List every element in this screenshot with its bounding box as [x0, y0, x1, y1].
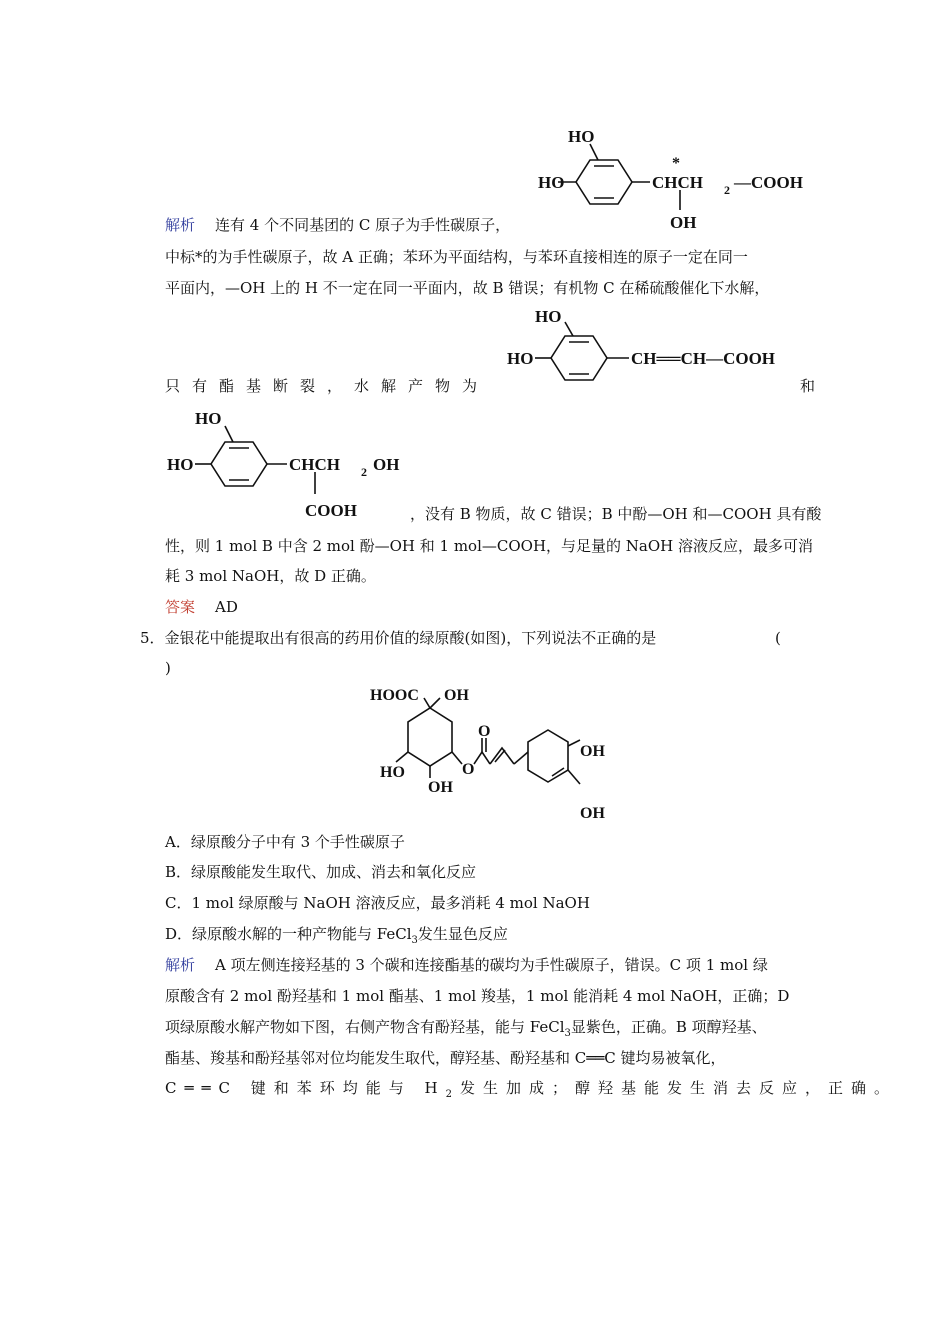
analysis-2-line4: 酯基、羧基和酚羟基邻对位均能发生取代，醇羟基、酚羟基和 C══C 键均易被氧化， [165, 1049, 726, 1067]
question-5-stem: 5．金银花中能提取出有很高的药用价值的绿原酸(如图)，下列说法不正确的是 [140, 629, 657, 647]
analysis-2-line5a: C══C 键和苯环均能与 H [165, 1079, 446, 1097]
mol1-chain: CHCH [652, 173, 703, 192]
mol3-tail: OH [373, 455, 400, 474]
analysis-2-line1: A 项左侧连接羟基的 3 个碳和连接酯基的碳均为手性碳原子，错误。C 项 1 mol 绿 [215, 956, 768, 974]
analysis-2-line3b: 显紫色，正确。B 项醇羟基、 [570, 1018, 767, 1036]
mol1-ho-top: HO [568, 127, 595, 146]
mol3-chain: CHCH [289, 455, 340, 474]
mol1-oh: OH [670, 213, 697, 232]
mol1-ho-left: HO [538, 173, 565, 192]
mol1-sub2: 2 [724, 183, 730, 197]
analysis-1-line4: 只有酯基断裂，水解产物为 [165, 377, 490, 395]
analysis-1-line6: 性，则 1 mol B 中含 2 mol 酚—OH 和 1 mol—COOH，与足量的 NaOH 溶液反应，最多可消 [165, 537, 814, 555]
mol4-oh-top: OH [444, 687, 469, 704]
analysis-2-line5-sub: 2 [445, 1089, 461, 1100]
mol3-ho-left: HO [167, 455, 194, 474]
analysis-1-line1: 连有 4 个不同基团的 C 原子为手性碳原子， [215, 216, 511, 234]
option-d-sub: 3 [411, 935, 418, 946]
mol4-o-ester: O [462, 761, 475, 778]
cyclohexane-ring [408, 708, 452, 766]
analysis-1-line4-and: 和 [800, 377, 816, 395]
mol2-ho-left: HO [507, 349, 534, 368]
molecule-2-structure [505, 306, 805, 386]
molecule-3-structure [165, 404, 425, 524]
option-d-text: D．绿原酸水解的一种产物能与 FeCl [165, 925, 412, 943]
mol4-oh-bottom: OH [428, 779, 453, 796]
mol4-ho-left: HO [380, 764, 405, 781]
option-d-tail: 发生显色反应 [417, 925, 508, 943]
benzene-ring-2 [528, 730, 568, 782]
question-5-paren-close: ) [165, 659, 171, 677]
analysis-label-2: 解析 [165, 956, 196, 974]
mol3-sub2: 2 [361, 465, 367, 479]
answer-label: 答案 [165, 598, 196, 616]
mol3-ho-top: HO [195, 409, 222, 428]
analysis-1-line5: ，没有 B 物质，故 C 错误；B 中酚—OH 和—COOH 具有酸 [410, 505, 822, 523]
option-d [165, 924, 508, 951]
mol1-star: * [672, 155, 680, 172]
analysis-2-line5b: 发生加成；醇羟基能发生消去反应，正确。 [460, 1079, 898, 1097]
option-b: B．绿原酸能发生取代、加成、消去和氧化反应 [165, 863, 477, 881]
mol2-ho-top: HO [535, 307, 562, 326]
analysis-2-line2: 原酸含有 2 mol 酚羟基和 1 mol 酯基、1 mol 羧基，1 mol 能消耗 4 mol NaOH，正确；D [165, 987, 790, 1005]
question-5-paren-open: ( [775, 629, 781, 647]
analysis-2-line3a: 项绿原酸水解产物如下图，右侧产物含有酚羟基，能与 FeCl [165, 1018, 565, 1036]
mol1-tail: —COOH [734, 173, 803, 192]
analysis-1-line3: 平面内，—OH 上的 H 不一定在同一平面内，故 B 错误；有机物 C 在稀硫酸催化下水解， [165, 279, 770, 297]
answer-value: AD [215, 598, 238, 616]
mol4-hooc: HOOC [370, 687, 419, 704]
molecule-1-structure [530, 120, 830, 240]
option-c: C．1 mol 绿原酸与 NaOH 溶液反应，最多消耗 4 mol NaOH [165, 894, 590, 912]
mol4-oh-ring2: OH [580, 805, 605, 822]
analysis-1-line2: 中标*的为手性碳原子，故 A 正确；苯环为平面结构，与苯环直接相连的原子一定在同一 [165, 248, 748, 266]
analysis-label-1: 解析 [165, 216, 196, 234]
analysis-2-line3 [165, 1017, 767, 1044]
analysis-1-line7: 耗 3 mol NaOH，故 D 正确。 [165, 567, 376, 585]
mol4-o-carbonyl: O [478, 723, 491, 740]
mol2-chain: CH══CH—COOH [631, 349, 776, 368]
mol4-oh-ring1: OH [580, 743, 605, 760]
analysis-2-line5 [165, 1078, 897, 1105]
analysis-2-line3-sub: 3 [564, 1028, 571, 1039]
chlorogenic-acid-structure [368, 682, 618, 822]
option-a: A．绿原酸分子中有 3 个手性碳原子 [165, 833, 405, 851]
mol3-cooh: COOH [305, 501, 357, 520]
